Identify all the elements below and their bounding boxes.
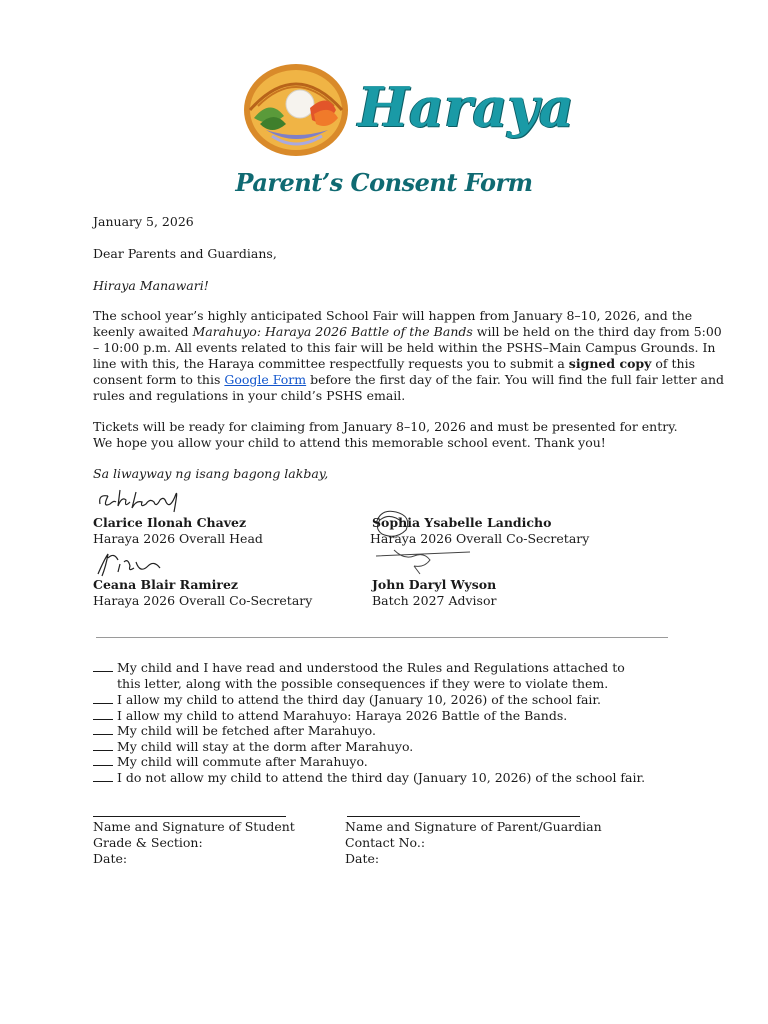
checklist-item[interactable]: My child will commute after Marahuyo.: [93, 754, 368, 770]
signatory-role-2: Haraya 2026 Overall Co-Secretary: [370, 531, 590, 546]
haraya-logo: [240, 58, 574, 164]
signatory-name-3: Ceana Blair Ramirez: [93, 577, 239, 592]
check-blank[interactable]: [93, 755, 113, 766]
signatory-role-1: Haraya 2026 Overall Head: [93, 531, 263, 546]
checklist-item[interactable]: I allow my child to attend the third day (January 10, 2026) of the school fair.: [93, 692, 601, 708]
shell-pearl-logo-icon: [240, 58, 352, 158]
signature-scribble-chavez: [96, 486, 186, 514]
paragraph1-line1: The school year’s highly anticipated School Fair will happen from January 8–10, 2026, and the: [93, 308, 693, 323]
paragraph2-line2: We hope you allow your child to attend this memorable school event. Thank you!: [93, 435, 606, 450]
haraya-wordmark: Haraya: [358, 75, 574, 139]
check-blank[interactable]: [93, 693, 113, 704]
parent-signature-label: Name and Signature of Parent/Guardian: [345, 819, 602, 834]
paragraph1-line5: consent form to this Google Form before the first day of the fair. You will find the full fair letter and: [93, 372, 725, 387]
student-signature-line[interactable]: [93, 816, 286, 817]
checklist-item[interactable]: My child will stay at the dorm after Marahuyo.: [93, 739, 413, 755]
check-blank[interactable]: [93, 661, 113, 672]
signatory-name-4: John Daryl Wyson: [372, 577, 497, 592]
student-signature-label: Name and Signature of Student: [93, 819, 295, 834]
signatory-name-2: Sophia Ysabelle Landicho: [372, 515, 552, 530]
checklist-item[interactable]: My child will be fetched after Marahuyo.: [93, 723, 376, 739]
salutation: Dear Parents and Guardians,: [93, 246, 277, 261]
checklist-item[interactable]: I do not allow my child to attend the third day (January 10, 2026) of the school fair.: [93, 770, 645, 786]
paragraph1-line4: line with this, the Haraya committee respectfully requests you to submit a signed copy of this: [93, 356, 696, 371]
form-title: Parent’s Consent Form: [235, 168, 533, 197]
google-form-link[interactable]: Google Form: [224, 372, 307, 387]
closing-line: Sa liwayway ng isang bagong lakbay,: [93, 466, 329, 481]
date-field-parent[interactable]: Date:: [345, 851, 380, 866]
signature-scribble-wyson: [374, 546, 474, 576]
signatory-role-3: Haraya 2026 Overall Co-Secretary: [93, 593, 313, 608]
check-blank[interactable]: [93, 740, 113, 751]
paragraph2-line1: Tickets will be ready for claiming from January 8–10, 2026 and must be presented for entry.: [93, 419, 678, 434]
signatory-name-1: Clarice Ilonah Chavez: [93, 515, 247, 530]
check-blank[interactable]: [93, 771, 113, 782]
parent-signature-line[interactable]: [347, 816, 580, 817]
grade-section-field[interactable]: Grade & Section:: [93, 835, 203, 850]
section-divider: [96, 637, 668, 638]
date-field-student[interactable]: Date:: [93, 851, 128, 866]
paragraph1-line6: rules and regulations in your child’s PSHS email.: [93, 388, 406, 403]
greeting: Hiraya Manawari!: [93, 278, 209, 293]
checklist-item-continuation: this letter, along with the possible consequences if they were to violate them.: [117, 676, 609, 691]
check-blank[interactable]: [93, 709, 113, 720]
signature-scribble-ramirez: [94, 550, 164, 578]
signatory-role-4: Batch 2027 Advisor: [372, 593, 497, 608]
checklist-item[interactable]: I allow my child to attend Marahuyo: Haraya 2026 Battle of the Bands.: [93, 708, 567, 724]
paragraph1-line2: keenly awaited Marahuyo: Haraya 2026 Battle of the Bands will be held on the third day from 5:00: [93, 324, 722, 339]
paragraph1-line3: – 10:00 p.m. All events related to this fair will be held within the PSHS–Main Campus Grounds. In: [93, 340, 716, 355]
check-blank[interactable]: [93, 724, 113, 735]
checklist-item[interactable]: My child and I have read and understood the Rules and Regulations attached to: [93, 660, 625, 676]
letter-date: January 5, 2026: [93, 214, 194, 229]
contact-number-field[interactable]: Contact No.:: [345, 835, 426, 850]
